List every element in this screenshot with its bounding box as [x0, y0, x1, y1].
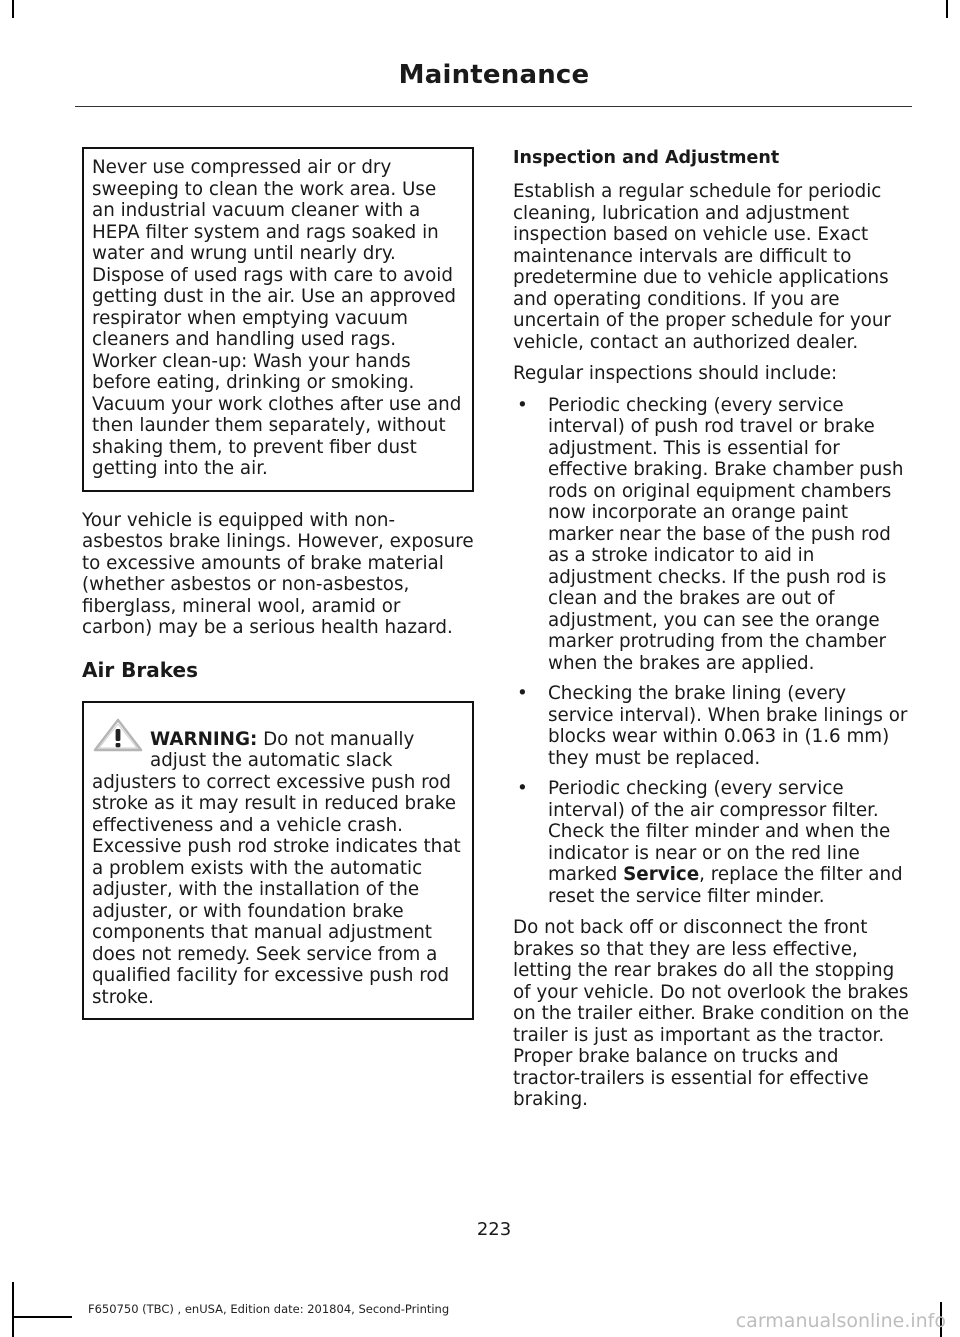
list-item — [513, 778, 909, 907]
inspection-paragraph: Establish a regular schedule for periodic cleaning, lubrication and adjustment inspection based on vehicle use. Exact maintenance intervals are difficult to predetermine due to vehicle applications and operating conditions. If you are uncertain of the proper schedule for your vehicle, contact an authorized dealer. — [513, 181, 891, 353]
brake-balance-paragraph: Do not back off or disconnect the front brakes so that they are less effective, letting the rear brakes do all the stopping of your vehicle. Do not overlook the brakes on the trailer either. Brake condition on the trailer is just as important as the tractor. Proper brake balance on trucks and tractor-trailers is essential for effective braking. — [513, 917, 909, 1110]
warning-box — [82, 701, 474, 1021]
watermark: carmanualsonline.info — [735, 1310, 946, 1332]
page-number: 223 — [476, 1219, 512, 1240]
inspection-heading: Inspection and Adjustment — [513, 148, 780, 168]
right-column — [513, 147, 909, 1121]
crop-mark-top-left — [12, 0, 14, 18]
page-title: Maintenance — [398, 60, 590, 90]
header-divider — [75, 106, 912, 107]
dust-safety-box — [82, 147, 474, 492]
list-item-text-end: , replace the filter and reset the service filter minder. — [548, 864, 903, 907]
warning-triangle-icon — [92, 717, 144, 753]
left-column — [82, 147, 474, 1020]
list-item-text: Periodic checking (every service interval) of the air compressor filter. Check the filter minder and when the indicator is near or on the red line marked — [548, 778, 891, 885]
crop-mark-top-right — [946, 0, 948, 18]
asbestos-intro-paragraph: Your vehicle is equipped with non-asbestos brake linings. However, exposure to excessive amounts of brake material (whether asbestos or non-asbestos, fiberglass, mineral wool, aramid or carbon) may be a serious health hazard. — [82, 509, 474, 638]
crop-mark-bottom-left — [12, 1282, 14, 1337]
crop-mark-bottom-left-h — [12, 1316, 72, 1318]
list-item: • Periodic checking (every service interval) of push rod travel or brake adjustment. This is essential for effective braking. Brake chamber push rods on original equipment chambers now incorporate an orange paint marker near the base of the push rod as a stroke indicator to aid in adjustment checks. If the push rod is clean and the brakes are out of adjustment, you can see the orange marker protruding from the chamber when the brakes are applied. — [513, 395, 909, 675]
worker-cleanup-paragraph: Worker clean-up: Wash your hands before eating, drinking or smoking. Vacuum your work clothes after use and then launder them separately, without shaking them, to prevent fiber dust getting into the air. — [92, 350, 462, 479]
edition-footer: F650750 (TBC) , enUSA, Edition date: 201804, Second-Printing — [88, 1302, 450, 1316]
inspections-intro: Regular inspections should include: — [513, 363, 838, 384]
air-brakes-heading: Air Brakes — [82, 657, 198, 682]
service-marking: Service — [623, 864, 700, 885]
warning-label: WARNING: — [150, 728, 258, 750]
warning-text: Do not manually adjust the automatic slack adjusters to correct excessive push rod stroke as it may result in reduced brake effectiveness and a vehicle crash. Excessive push rod stroke indicates that a problem exists with the automatic adjuster, with the installation of the adjuster, or with foundation brake components that manual adjustment does not remedy. Seek service from a qualified facility for excessive push rod stroke. — [92, 728, 461, 1008]
dust-safety-paragraph: Never use compressed air or dry sweeping to clean the work area. Use an industrial vacuum cleaner with a HEPA filter system and rags soaked in water and wrung until nearly dry. Dispose of used rags with care to avoid getting dust in the air. Use an approved respirator when emptying vacuum cleaners and handling used rags. — [92, 157, 456, 350]
inspection-list — [513, 395, 909, 908]
list-item: • Checking the brake lining (every service interval). When brake linings or blocks wear within 0.063 in (1.6 mm) they must be replaced. — [513, 683, 909, 769]
